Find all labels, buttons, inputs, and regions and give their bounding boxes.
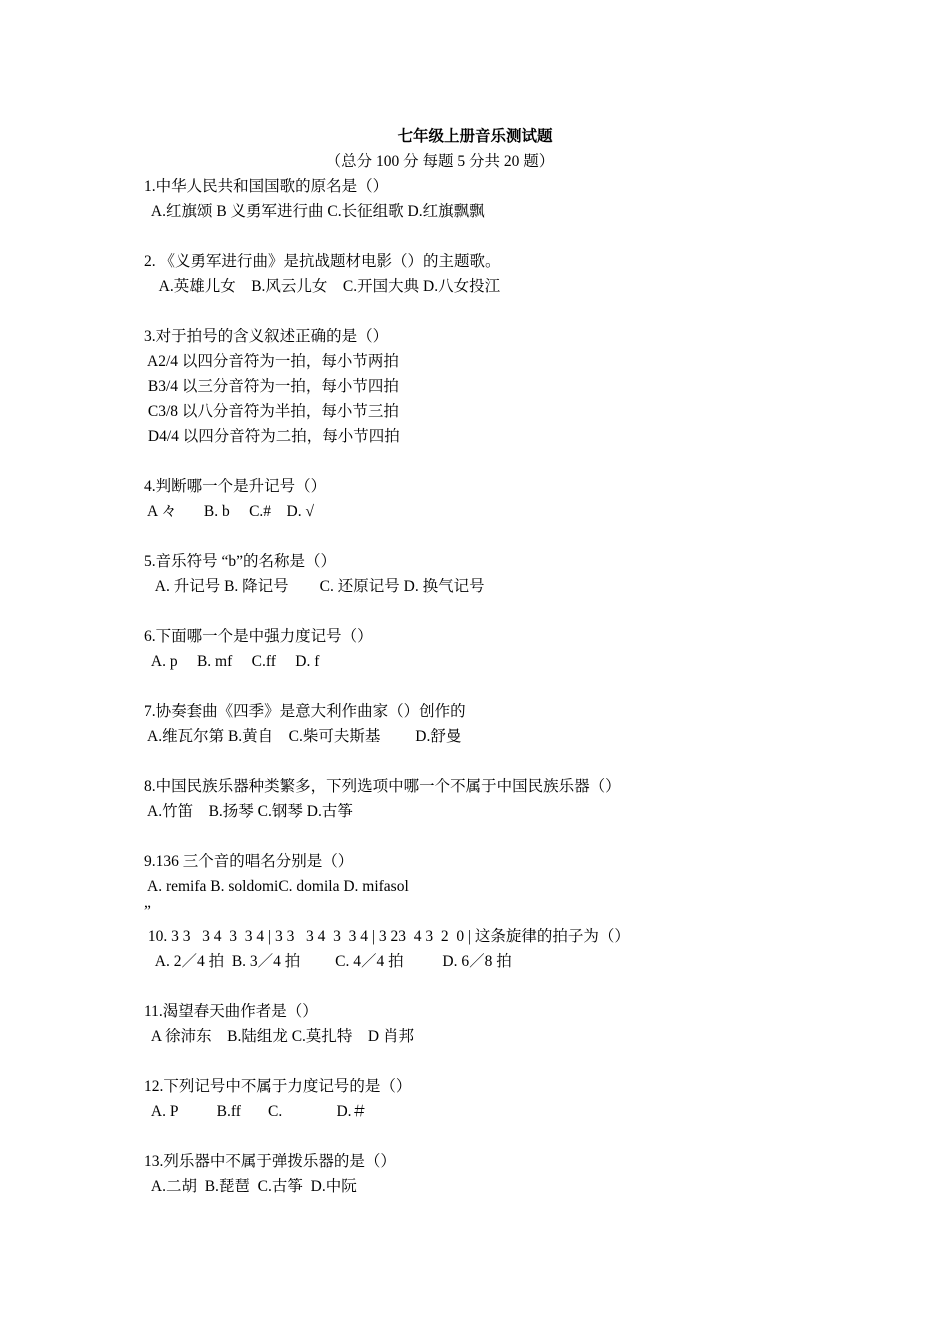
question-5-options: A. 升记号 B. 降记号 C. 还原记号 D. 换气记号 [144,578,485,595]
question-4-options: A 々 B. b C.# D. √ [144,503,314,520]
spacer [144,749,864,774]
question-10-options: A. 2／4 拍 B. 3／4 拍 C. 4／4 拍 D. 6／8 拍 [144,953,512,970]
question-9-extra-mark: ” [144,903,151,920]
question-12-text: 12.下列记号中不属于力度记号的是（） [144,1078,412,1095]
question-10-text: 10. 3 3 3 4 3 3 4 | 3 3 3 4 3 3 4 | 3 23 4 3 2 0 | 这条旋律的拍子为（） [144,928,630,945]
question-5-text: 5.音乐符号 “b”的名称是（） [144,553,337,570]
question-6-text: 6.下面哪一个是中强力度记号（） [144,628,373,645]
spacer [144,1124,864,1149]
spacer [144,299,864,324]
question-13-text: 13.列乐器中不属于弹拨乐器的是（） [144,1153,396,1170]
spacer [144,224,864,249]
question-8-options: A.竹笛 B.扬琴 C.钢琴 D.古筝 [144,803,353,820]
question-11-text: 11.渴望春天曲作者是（） [144,1003,318,1020]
question-3-option-c: C3/8 以八分音符为半拍，每小节三拍 [144,403,399,420]
question-8-text: 8.中国民族乐器种类繁多，下列选项中哪一个不属于中国民族乐器（） [144,778,621,795]
spacer [144,524,864,549]
question-12-options: A. P B.ff C. D.＃ [144,1103,368,1120]
question-4-text: 4.判断哪一个是升记号（） [144,478,327,495]
question-3-text: 3.对于拍号的含义叙述正确的是（） [144,328,389,345]
spacer [144,1049,864,1074]
question-9-text: 9.136 三个音的唱名分别是（） [144,853,354,870]
question-1-text: 1.中华人民共和国国歌的原名是（） [144,178,389,195]
spacer [144,674,864,699]
question-7-options: A.维瓦尔第 B.黄自 C.柴可夫斯基 D.舒曼 [144,728,462,745]
question-3-option-b: B3/4 以三分音符为一拍，每小节四拍 [144,378,399,395]
question-3-option-d: D4/4 以四分音符为二拍，每小节四拍 [144,428,400,445]
question-7-text: 7.协奏套曲《四季》是意大利作曲家（）创作的 [144,703,466,720]
spacer [144,824,864,849]
question-2-text: 2. 《义勇军进行曲》是抗战题材电影（）的主题歌。 [144,253,501,270]
question-1-options: A.红旗颂 B 义勇军进行曲 C.长征组歌 D.红旗飘飘 [144,203,485,220]
question-6-options: A. p B. mf C.ff D. f [144,653,320,670]
question-3-option-a: A2/4 以四分音符为一拍，每小节两拍 [144,353,399,370]
question-11-options: A 徐沛东 B.陆组龙 C.莫扎特 D 肖邦 [144,1028,414,1045]
question-2-options: A.英雄儿女 B.风云儿女 C.开国大典 D.八女投江 [144,278,501,295]
page-title: 七年级上册音乐测试题 [397,128,553,145]
spacer [144,449,864,474]
spacer [144,599,864,624]
question-13-options: A.二胡 B.琵琶 C.古筝 D.中阮 [144,1178,357,1195]
question-9-options: A. remifa B. soldomiC. domila D. mifasol [144,878,409,895]
spacer [144,974,864,999]
question-list [144,174,864,1199]
page-subtitle: （总分 100 分 每题 5 分共 20 题） [325,153,555,170]
